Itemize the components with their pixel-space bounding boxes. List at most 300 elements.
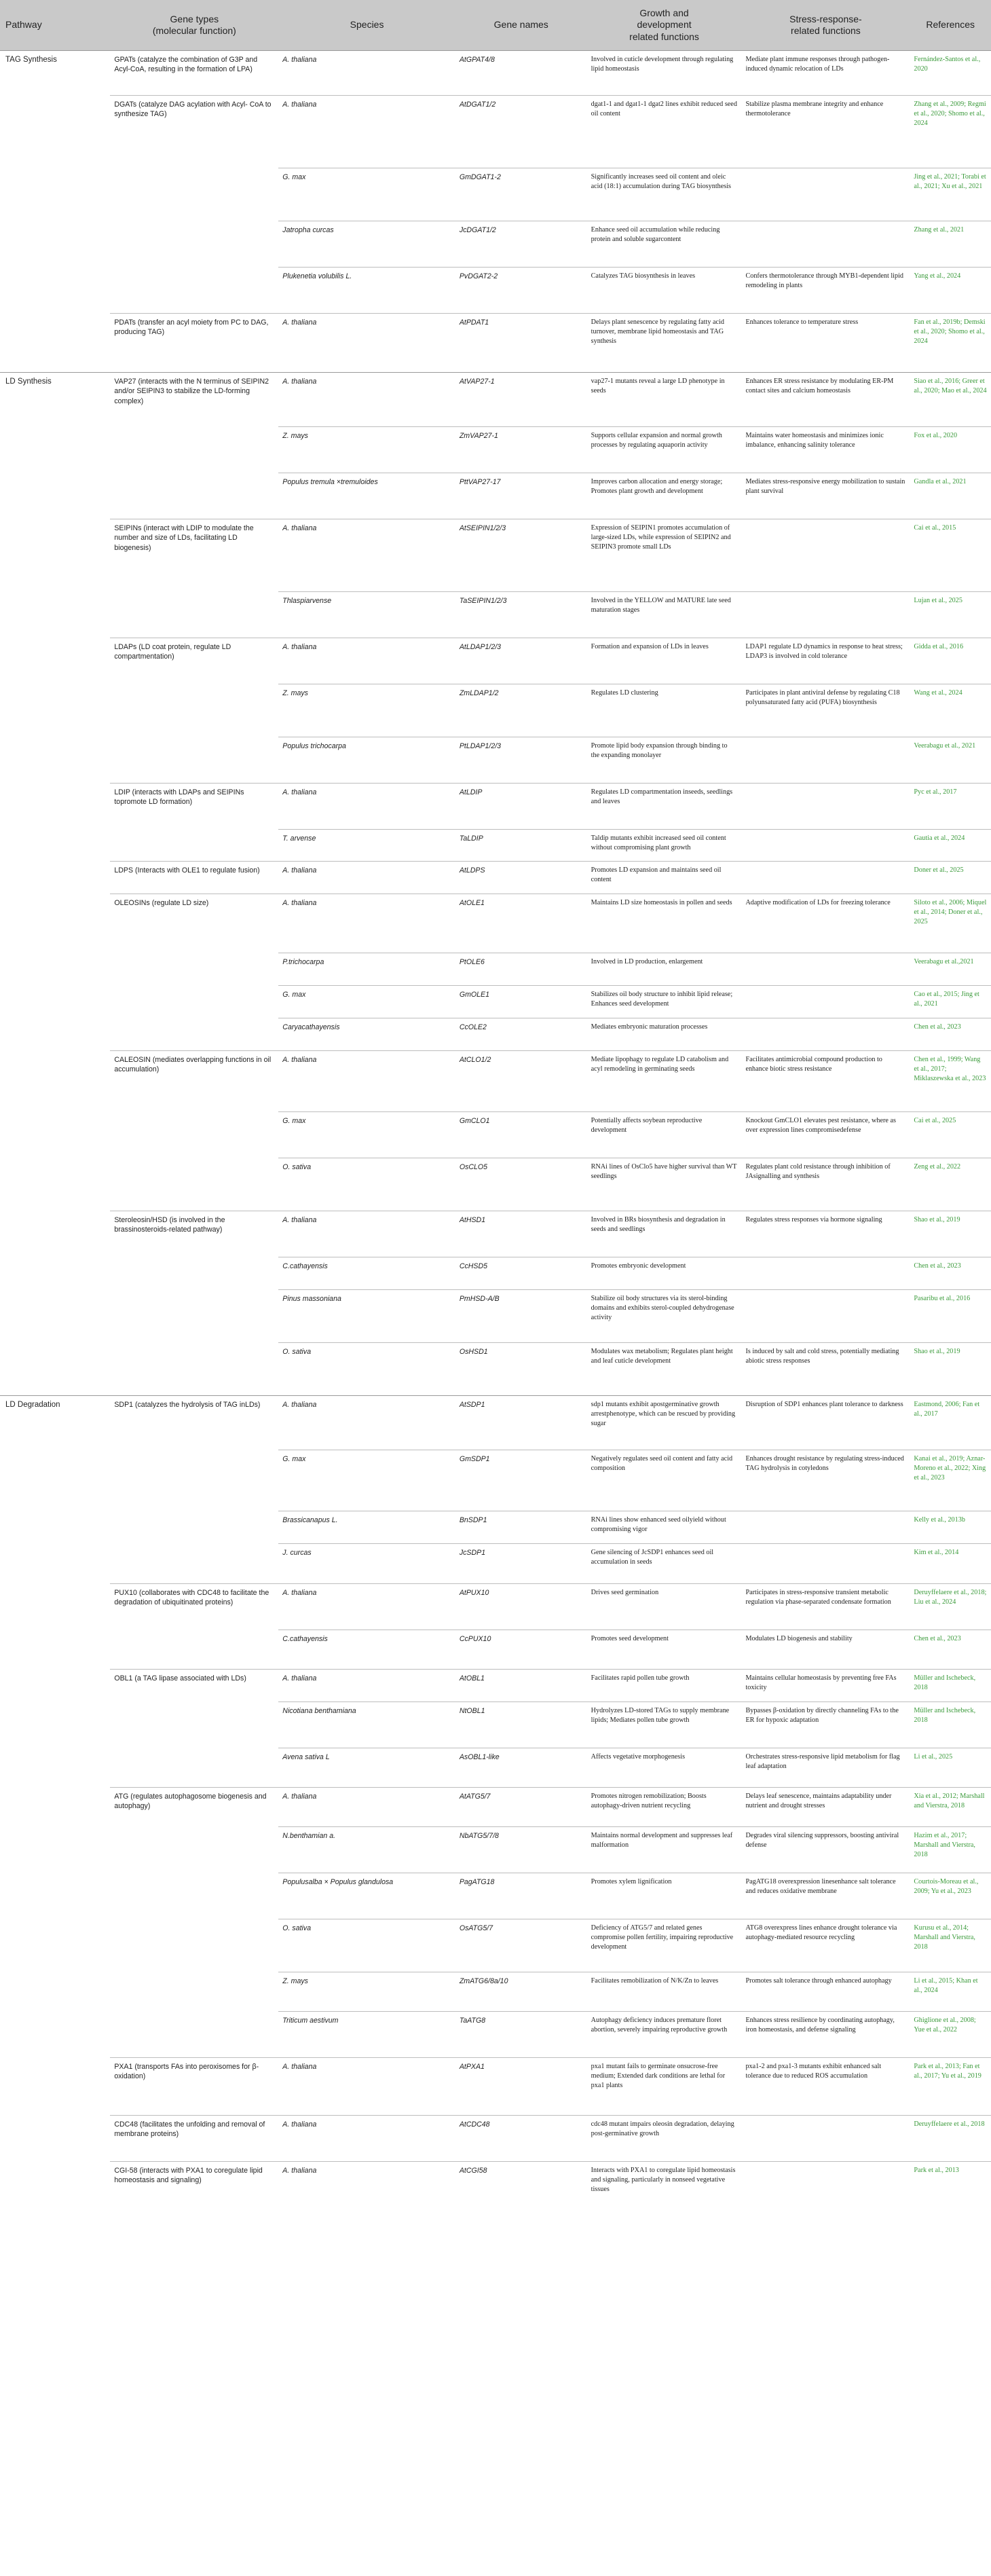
pathway-cell: [0, 1702, 110, 1748]
stress-function-cell: [741, 986, 910, 1018]
stress-function-cell: [741, 1290, 910, 1343]
reference-cell: Siao et al., 2016; Greer et al., 2020; Mao et al., 2024: [910, 373, 991, 427]
stress-function-cell: Stabilize plasma membrane integrity and enhance thermotolerance: [741, 96, 910, 168]
stress-function-cell: [741, 1544, 910, 1584]
species-cell: C.cathayensis: [278, 1257, 455, 1290]
gene-name-cell: JcDGAT1/2: [455, 221, 587, 268]
growth-function-cell: Mediate lipophagy to regulate LD catabolism and acyl remodeling in germinating seeds: [587, 1051, 742, 1112]
table-body: [0, 51, 991, 2215]
reference-cell: Gidda et al., 2016: [910, 638, 991, 684]
stress-function-cell: LDAP1 regulate LD dynamics in response to heat stress; LDAP3 is involved in cold tolerance: [741, 638, 910, 684]
gene-name-cell: AtSDP1: [455, 1396, 587, 1450]
table-row: [0, 830, 991, 862]
gene-type-cell: [110, 1018, 278, 1051]
growth-function-cell: Potentially affects soybean reproductive development: [587, 1112, 742, 1158]
gene-type-cell: ATG (regulates autophagosome biogenesis and autophagy): [110, 1788, 278, 1827]
species-cell: Plukenetia volubilis L.: [278, 268, 455, 314]
table-row: [0, 1112, 991, 1158]
stress-function-cell: PagATG18 overexpression linesenhance salt tolerance and reduces oxidative membrane: [741, 1873, 910, 1919]
reference-cell: Müller and Ischebeck, 2018: [910, 1702, 991, 1748]
species-cell: Populusalba × Populus glandulosa: [278, 1873, 455, 1919]
table-row: [0, 427, 991, 473]
growth-function-cell: Involved in cuticle development through regulating lipid homeostasis: [591, 56, 734, 73]
table-row: [0, 2058, 991, 2116]
gene-type-cell: VAP27 (interacts with the N terminus of SEIPIN2 and/or SEIPIN3 to stabilize the LD-forming complex): [110, 373, 278, 427]
growth-function-cell: RNAi lines of OsClo5 have higher survival than WT seedlings: [587, 1158, 742, 1211]
gene-type-cell: [110, 168, 278, 221]
gene-type-cell: [110, 1511, 278, 1544]
growth-function-cell: Negatively regulates seed oil content and fatty acid composition: [587, 1450, 742, 1511]
gene-type-cell: LDIP (interacts with LDAPs and SEIPINs topromote LD formation): [110, 784, 278, 830]
gene-name-cell: AtLDIP: [455, 784, 587, 830]
table-row: [0, 2012, 991, 2058]
growth-function-cell: Taldip mutants exhibit increased seed oil content without compromising plant growth: [587, 830, 742, 862]
species-cell: A. thaliana: [278, 519, 455, 592]
species-cell: A. thaliana: [278, 1396, 455, 1450]
growth-function-cell: cdc48 mutant impairs oleosin degradation, delaying post-germinative growth: [587, 2116, 742, 2162]
stress-function-cell: Mediate plant immune responses through pathogen-induced dynamic relocation of LDs: [745, 56, 890, 73]
gene-name-cell: GmOLE1: [455, 986, 587, 1018]
gene-name-cell: BnSDP1: [455, 1511, 587, 1544]
pathway-cell: [0, 1112, 110, 1158]
species-cell: N.benthamian a.: [278, 1827, 455, 1873]
reference-cell: Zeng et al., 2022: [910, 1158, 991, 1211]
gene-type-cell: [110, 953, 278, 986]
growth-function-cell: Stabilizes oil body structure to inhibit lipid release; Enhances seed development: [587, 986, 742, 1018]
species-cell: Nicotiana benthamiana: [278, 1702, 455, 1748]
table-row: [0, 314, 991, 373]
gene-name-cell: AtPXA1: [455, 2058, 587, 2116]
species-cell: O. sativa: [278, 1919, 455, 1972]
reference-cell: Shao et al., 2019: [910, 1211, 991, 1257]
gene-name-cell: GmSDP1: [455, 1450, 587, 1511]
pathway-cell: LD Synthesis: [0, 373, 110, 427]
reference-cell: Wang et al., 2024: [910, 684, 991, 737]
pathway-cell: [0, 1051, 110, 1112]
reference-cell: Deruyffelaere et al., 2018; Liu et al., 2024: [910, 1584, 991, 1630]
species-cell: A. thaliana: [278, 894, 455, 953]
reference-cell: Cai et al., 2015: [910, 519, 991, 592]
gene-name-cell: PtOLE6: [455, 953, 587, 986]
reference-cell: Eastmond, 2006; Fan et al., 2017: [910, 1396, 991, 1450]
species-cell: A. thaliana: [278, 373, 455, 427]
pathway-cell: [0, 1972, 110, 2012]
species-cell: Thlaspiarvense: [278, 592, 455, 638]
gene-type-cell: [110, 737, 278, 784]
growth-function-cell: Involved in LD production, enlargement: [587, 953, 742, 986]
reference-cell: Veerabagu et al., 2021: [910, 737, 991, 784]
pathway-cell: [0, 1670, 110, 1702]
species-cell: C.cathayensis: [278, 1630, 455, 1670]
reference-cell: Xia et al., 2012; Marshall and Vierstra, 2018: [910, 1788, 991, 1827]
species-cell: A. thaliana: [278, 2116, 455, 2162]
gene-name-cell: AsOBL1-like: [455, 1748, 587, 1788]
gene-type-cell: [110, 1827, 278, 1873]
gene-type-cell: [110, 1290, 278, 1343]
gene-name-cell: JcSDP1: [455, 1544, 587, 1584]
table-row: [0, 1873, 991, 1919]
species-cell: Jatropha curcas: [278, 221, 455, 268]
gene-type-cell: SEIPINs (interact with LDIP to modulate the number and size of LDs, facilitating LD biogenesis): [110, 519, 278, 592]
gene-type-cell: [110, 1450, 278, 1511]
species-cell: A. thaliana: [278, 1788, 455, 1827]
species-cell: G. max: [278, 168, 455, 221]
gene-name-cell: ZmVAP27-1: [455, 427, 587, 473]
growth-function-cell: Maintains LD size homeostasis in pollen and seeds: [587, 894, 742, 953]
species-cell: A. thaliana: [278, 314, 455, 373]
stress-function-cell: [741, 784, 910, 830]
growth-function-cell: Interacts with PXA1 to coregulate lipid homeostasis and signaling, particularly in nonseed vegetative tissues: [587, 2162, 742, 2215]
table-row: [0, 1018, 991, 1051]
reference-cell: Chen et al., 1999; Wang et al., 2017; Miklaszewska et al., 2023: [910, 1051, 991, 1112]
growth-function-cell: Expression of SEIPIN1 promotes accumulation of large-sized LDs, while expression of SEIPIN2 and SEIPIN3 promote small LDs: [587, 519, 742, 592]
stress-function-cell: [741, 168, 910, 221]
gene-type-cell: [110, 592, 278, 638]
stress-function-cell: Participates in stress-responsive transient metabolic regulation via phase-separated condensate formation: [741, 1584, 910, 1630]
species-cell: A. thaliana: [278, 1051, 455, 1112]
pathway-cell: LD Degradation: [0, 1396, 110, 1450]
reference-cell: Zhang et al., 2009; Regmi et al., 2020; Shomo et al., 2024: [910, 96, 991, 168]
gene-name-cell: AtPUX10: [455, 1584, 587, 1630]
header-species: Species: [278, 0, 455, 51]
gene-name-cell: AtATG5/7: [455, 1788, 587, 1827]
reference-cell: Cai et al., 2025: [910, 1112, 991, 1158]
growth-function-cell: Deficiency of ATG5/7 and related genes compromise pollen fertility, impairing reproductive development: [587, 1919, 742, 1972]
pathway-cell: [0, 953, 110, 986]
gene-type-cell: Steroleosin/HSD (is involved in the brassinosteroids-related pathway): [110, 1211, 278, 1257]
reference-cell: Yang et al., 2024: [910, 268, 991, 314]
growth-function-cell: Delays plant senescence by regulating fatty acid turnover, membrane lipid homeostasis and TAG synthesis: [587, 314, 742, 373]
table-row: [0, 784, 991, 830]
gene-type-cell: [110, 2012, 278, 2058]
reference-cell: Chen et al., 2023: [910, 1630, 991, 1670]
species-cell: Triticum aestivum: [278, 2012, 455, 2058]
stress-function-cell: Participates in plant antiviral defense by regulating C18 polyunsaturated fatty acid (PUFA) biosynthesis: [741, 684, 910, 737]
growth-function-cell: Autophagy deficiency induces premature floret abortion, severely impairing reproductive growth: [587, 2012, 742, 2058]
reference-cell: Doner et al., 2025: [910, 862, 991, 894]
stress-function-cell: Enhances drought resistance by regulating stress-induced TAG hydrolysis in cotyledons: [741, 1450, 910, 1511]
table-row: [0, 1748, 991, 1788]
stress-function-cell: Bypasses β-oxidation by directly channeling FAs to the ER for hypoxic adaptation: [741, 1702, 910, 1748]
reference-cell: Kim et al., 2014: [910, 1544, 991, 1584]
gene-name-cell: OsATG5/7: [455, 1919, 587, 1972]
growth-function-cell: Supports cellular expansion and normal growth processes by regulating aquaporin activity: [587, 427, 742, 473]
growth-function-cell: Improves carbon allocation and energy storage; Promotes plant growth and development: [587, 473, 742, 519]
gene-type-cell: LDAPs (LD coat protein, regulate LD compartmentation): [110, 638, 278, 684]
pathway-cell: [0, 427, 110, 473]
growth-function-cell: Formation and expansion of LDs in leaves: [587, 638, 742, 684]
pathway-cell: [0, 2162, 110, 2215]
pathway-cell: TAG Synthesis: [5, 56, 57, 64]
stress-function-cell: [741, 1018, 910, 1051]
growth-function-cell: Promotes seed development: [587, 1630, 742, 1670]
gene-name-cell: AtVAP27-1: [455, 373, 587, 427]
stress-function-cell: Knockout GmCLO1 elevates pest resistance, where as over expression lines compromisedefense: [741, 1112, 910, 1158]
growth-function-cell: Gene silencing of JcSDP1 enhances seed oil accumulation in seeds: [587, 1544, 742, 1584]
stress-function-cell: Is induced by salt and cold stress, potentially mediating abiotic stress responses: [741, 1343, 910, 1396]
stress-function-cell: [741, 830, 910, 862]
species-cell: A. thaliana: [278, 96, 455, 168]
pathway-cell: [0, 96, 110, 168]
table-row: [0, 2162, 991, 2215]
reference-cell: Ghiglione et al., 2008; Yue et al., 2022: [910, 2012, 991, 2058]
gene-name-cell: AtDGAT1/2: [455, 96, 587, 168]
gene-name-cell: AtLDAP1/2/3: [455, 638, 587, 684]
gene-name-cell: PmHSD-A/B: [455, 1290, 587, 1343]
gene-type-cell: [110, 1919, 278, 1972]
reference-cell: Deruyffelaere et al., 2018: [910, 2116, 991, 2162]
header-gene-types: Gene types (molecular function): [110, 0, 278, 51]
stress-function-cell: Enhances stress resilience by coordinating autophagy, iron homeostasis, and defense signaling: [741, 2012, 910, 2058]
growth-function-cell: Involved in BRs biosynthesis and degradation in seeds and seedlings: [587, 1211, 742, 1257]
species-cell: A. thaliana: [282, 56, 317, 64]
pathway-cell: [0, 1211, 110, 1257]
species-cell: A. thaliana: [278, 784, 455, 830]
table-row: [0, 986, 991, 1018]
growth-function-cell: pxa1 mutant fails to germinate onsucrose-free medium; Extended dark conditions are lethal for pxa1 plants: [587, 2058, 742, 2116]
reference-cell: Müller and Ischebeck, 2018: [910, 1670, 991, 1702]
reference-cell: Fan et al., 2019b; Demski et al., 2020; Shomo et al., 2024: [910, 314, 991, 373]
growth-function-cell: Promotes LD expansion and maintains seed oil content: [587, 862, 742, 894]
species-cell: O. sativa: [278, 1158, 455, 1211]
pathway-cell: [0, 1748, 110, 1788]
species-cell: G. max: [278, 986, 455, 1018]
species-cell: O. sativa: [278, 1343, 455, 1396]
gene-type-cell: LDPS (Interacts with OLE1 to regulate fusion): [110, 862, 278, 894]
pathway-cell: [0, 1827, 110, 1873]
reference-cell: Jing et al., 2021; Torabi et al., 2021; Xu et al., 2021: [910, 168, 991, 221]
gene-name-cell: AtOBL1: [455, 1670, 587, 1702]
table-row: [0, 1827, 991, 1873]
species-cell: P.trichocarpa: [278, 953, 455, 986]
growth-function-cell: Significantly increases seed oil content and oleic acid (18:1) accumulation during TAG biosynthesis: [587, 168, 742, 221]
reference-cell: Li et al., 2025: [910, 1748, 991, 1788]
stress-function-cell: Adaptive modification of LDs for freezing tolerance: [741, 894, 910, 953]
pathway-cell: [0, 1584, 110, 1630]
table-row: [0, 1630, 991, 1670]
species-cell: A. thaliana: [278, 2058, 455, 2116]
gene-name-cell: NbATG5/7/8: [455, 1827, 587, 1873]
species-cell: Caryacathayensis: [278, 1018, 455, 1051]
reference-cell: Veerabagu et al.,2021: [910, 953, 991, 986]
species-cell: Avena sativa L: [278, 1748, 455, 1788]
gene-type-cell: [110, 1702, 278, 1748]
table-row: [0, 592, 991, 638]
table-row: [0, 1211, 991, 1257]
growth-function-cell: Maintains normal development and suppresses leaf malformation: [587, 1827, 742, 1873]
reference-cell: Cao et al., 2015; Jing et al., 2021: [910, 986, 991, 1018]
reference-cell: Pasaribu et al., 2016: [910, 1290, 991, 1343]
pathway-cell: [0, 1257, 110, 1290]
pathway-cell: [0, 638, 110, 684]
gene-type-cell: CALEOSIN (mediates overlapping functions in oil accumulation): [110, 1051, 278, 1112]
table-row: [0, 1051, 991, 1112]
stress-function-cell: [741, 737, 910, 784]
reference-cell: Gautia et al., 2024: [910, 830, 991, 862]
pathway-cell: [0, 830, 110, 862]
stress-function-cell: Orchestrates stress-responsive lipid metabolism for flag leaf adaptation: [741, 1748, 910, 1788]
header-growth-functions: Growth and development related functions: [587, 0, 742, 51]
header-pathway: Pathway: [0, 0, 110, 51]
stress-function-cell: [741, 2162, 910, 2215]
gene-name-cell: AtCLO1/2: [455, 1051, 587, 1112]
species-cell: J. curcas: [278, 1544, 455, 1584]
gene-type-cell: [110, 1112, 278, 1158]
species-cell: Z. mays: [278, 1972, 455, 2012]
gene-name-cell: GmDGAT1-2: [455, 168, 587, 221]
gene-type-cell: [110, 1544, 278, 1584]
reference-cell: Chen et al., 2023: [910, 1018, 991, 1051]
table-row: [0, 1544, 991, 1584]
table-row: [0, 1158, 991, 1211]
species-cell: A. thaliana: [278, 1584, 455, 1630]
species-cell: A. thaliana: [278, 638, 455, 684]
species-cell: Populus trichocarpa: [278, 737, 455, 784]
stress-function-cell: Maintains cellular homeostasis by preventing free FAs toxicity: [741, 1670, 910, 1702]
growth-function-cell: Catalyzes TAG biosynthesis in leaves: [587, 268, 742, 314]
growth-function-cell: Promote lipid body expansion through binding to the expanding monolayer: [587, 737, 742, 784]
stress-function-cell: Promotes salt tolerance through enhanced autophagy: [741, 1972, 910, 2012]
header-gene-names: Gene names: [455, 0, 587, 51]
table-row: [0, 894, 991, 953]
growth-function-cell: Modulates wax metabolism; Regulates plant height and leaf cuticle development: [587, 1343, 742, 1396]
table-row: [0, 1584, 991, 1630]
gene-name-cell: PagATG18: [455, 1873, 587, 1919]
table-row: [0, 1396, 991, 1450]
table-row: [0, 51, 991, 96]
growth-function-cell: dgat1-1 and dgat1-1 dgat2 lines exhibit reduced seed oil content: [587, 96, 742, 168]
gene-type-cell: [110, 1158, 278, 1211]
species-cell: A. thaliana: [278, 2162, 455, 2215]
table-row: [0, 221, 991, 268]
reference-cell: Shao et al., 2019: [910, 1343, 991, 1396]
species-cell: T. arvense: [278, 830, 455, 862]
gene-name-cell: CcOLE2: [455, 1018, 587, 1051]
pathway-cell: [0, 1158, 110, 1211]
gene-name-cell: AtOLE1: [455, 894, 587, 953]
pathway-cell: [0, 268, 110, 314]
species-cell: Pinus massoniana: [278, 1290, 455, 1343]
reference-cell: Fox et al., 2020: [910, 427, 991, 473]
pathway-cell: [0, 684, 110, 737]
stress-function-cell: Disruption of SDP1 enhances plant tolerance to darkness: [741, 1396, 910, 1450]
growth-function-cell: Enhance seed oil accumulation while reducing protein and soluble sugarcontent: [587, 221, 742, 268]
reference-cell: Hazim et al., 2017; Marshall and Vierstra, 2018: [910, 1827, 991, 1873]
pathway-cell: [0, 1018, 110, 1051]
growth-function-cell: Facilitates remobilization of N/K/Zn to leaves: [587, 1972, 742, 2012]
stress-function-cell: Confers thermotolerance through MYB1-dependent lipid remodeling in plants: [741, 268, 910, 314]
stress-function-cell: Enhances ER stress resistance by modulating ER-PM contact sites and calcium homeostasis: [741, 373, 910, 427]
pathway-cell: [0, 784, 110, 830]
stress-function-cell: Modulates LD biogenesis and stability: [741, 1630, 910, 1670]
stress-function-cell: Enhances tolerance to temperature stress: [741, 314, 910, 373]
table-row: [0, 1972, 991, 2012]
reference-cell: Courtois-Moreau et al., 2009; Yu et al., 2023: [910, 1873, 991, 1919]
gene-type-cell: [110, 986, 278, 1018]
reference-cell: Park et al., 2013: [910, 2162, 991, 2215]
gene-type-cell: [110, 1972, 278, 2012]
gene-type-cell: [110, 1748, 278, 1788]
stress-function-cell: Degrades viral silencing suppressors, boosting antiviral defense: [741, 1827, 910, 1873]
gene-type-cell: PUX10 (collaborates with CDC48 to facilitate the degradation of ubiquitinated proteins): [110, 1584, 278, 1630]
table-row: [0, 168, 991, 221]
gene-name-cell: GmCLO1: [455, 1112, 587, 1158]
reference-cell: Fernández-Santos et al., 2020: [914, 56, 981, 73]
pathway-cell: [0, 737, 110, 784]
gene-type-cell: [110, 1873, 278, 1919]
gene-type-cell: [110, 1630, 278, 1670]
table-row: [0, 1290, 991, 1343]
table-row: [0, 953, 991, 986]
reference-cell: Siloto et al., 2006; Miquel et al., 2014; Doner et al., 2025: [910, 894, 991, 953]
pathway-cell: [0, 1873, 110, 1919]
table-row: [0, 1450, 991, 1511]
pathway-cell: [0, 862, 110, 894]
gene-type-cell: OBL1 (a TAG lipase associated with LDs): [110, 1670, 278, 1702]
growth-function-cell: vap27-1 mutants reveal a large LD phenotype in seeds: [587, 373, 742, 427]
growth-function-cell: sdp1 mutants exhibit apostgerminative growth arrestphenotype, which can be rescued by providing sugar: [587, 1396, 742, 1450]
table-row: [0, 1919, 991, 1972]
pathway-cell: [0, 221, 110, 268]
growth-function-cell: Affects vegetative morphogenesis: [587, 1748, 742, 1788]
gene-type-cell: PDATs (transfer an acyl moiety from PC to DAG, producing TAG): [110, 314, 278, 373]
table-row: [0, 1343, 991, 1396]
gene-type-cell: CDC48 (facilitates the unfolding and removal of membrane proteins): [110, 2116, 278, 2162]
table-row: [0, 268, 991, 314]
pathway-cell: [0, 519, 110, 592]
gene-name-cell: CcHSD5: [455, 1257, 587, 1290]
stress-function-cell: Delays leaf senescence, maintains adaptability under nutrient and drought stresses: [741, 1788, 910, 1827]
gene-name-cell: PtLDAP1/2/3: [455, 737, 587, 784]
species-cell: Brassicanapus L.: [278, 1511, 455, 1544]
pathway-cell: [0, 473, 110, 519]
gene-name-cell: TaATG8: [455, 2012, 587, 2058]
growth-function-cell: Drives seed germination: [587, 1584, 742, 1630]
table-row: [0, 373, 991, 427]
reference-cell: Chen et al., 2023: [910, 1257, 991, 1290]
table-row: [0, 1257, 991, 1290]
gene-name-cell: AtGPAT4/8: [459, 56, 495, 64]
gene-type-cell: DGATs (catalyze DAG acylation with Acyl- CoA to synthesize TAG): [110, 96, 278, 168]
header-stress-functions: Stress-response- related functions: [741, 0, 910, 51]
header-references: References: [910, 0, 991, 51]
gene-type-cell: CGI-58 (interacts with PXA1 to coregulate lipid homeostasis and signaling): [110, 2162, 278, 2215]
stress-function-cell: [741, 1511, 910, 1544]
stress-function-cell: Mediates stress-responsive energy mobilization to sustain plant survival: [741, 473, 910, 519]
gene-name-cell: AtHSD1: [455, 1211, 587, 1257]
gene-type-cell: [110, 830, 278, 862]
reference-cell: Pyc et al., 2017: [910, 784, 991, 830]
table-row: [0, 862, 991, 894]
growth-function-cell: Facilitates rapid pollen tube growth: [587, 1670, 742, 1702]
stress-function-cell: [741, 2116, 910, 2162]
gene-type-cell: PXA1 (transports FAs into peroxisomes for β-oxidation): [110, 2058, 278, 2116]
stress-function-cell: pxa1-2 and pxa1-3 mutants exhibit enhanced salt tolerance due to reduced ROS accumulation: [741, 2058, 910, 2116]
gene-name-cell: NtOBL1: [455, 1702, 587, 1748]
gene-name-cell: AtCDC48: [455, 2116, 587, 2162]
reference-cell: Kurusu et al., 2014; Marshall and Vierstra, 2018: [910, 1919, 991, 1972]
gene-type-cell: [110, 427, 278, 473]
stress-function-cell: [741, 221, 910, 268]
species-cell: A. thaliana: [278, 1211, 455, 1257]
pathway-cell: [0, 2058, 110, 2116]
pathway-cell: [0, 894, 110, 953]
table-row: [0, 1670, 991, 1702]
pathway-cell: [0, 1788, 110, 1827]
stress-function-cell: ATG8 overexpress lines enhance drought tolerance via autophagy-mediated resource recycling: [741, 1919, 910, 1972]
pathway-cell: [0, 2012, 110, 2058]
growth-function-cell: Mediates embryonic maturation processes: [587, 1018, 742, 1051]
